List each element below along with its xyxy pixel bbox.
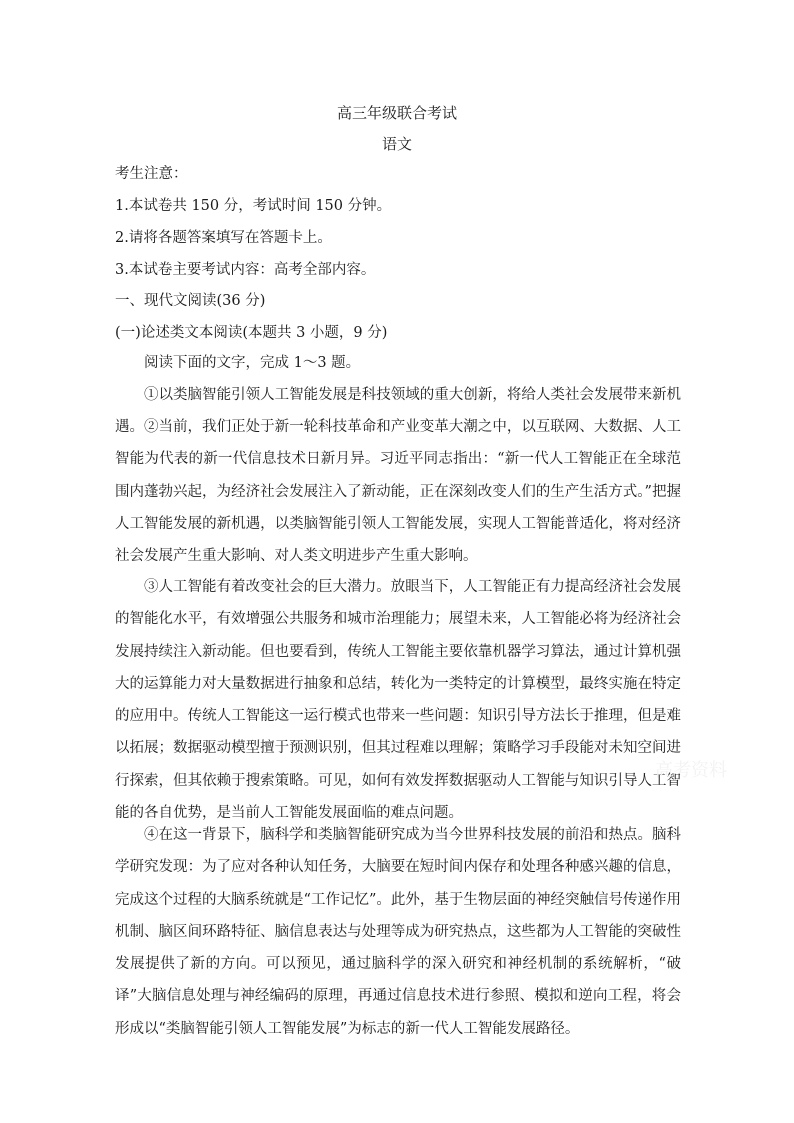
reading-instruction: 阅读下面的文字，完成 1～3 题。 bbox=[144, 355, 361, 371]
notice-heading: 考生注意： bbox=[115, 166, 188, 182]
section-heading: 一、现代文阅读(36 分) bbox=[115, 293, 266, 309]
section-subheading: (一)论述类文本阅读(本题共 3 小题，9 分) bbox=[115, 325, 388, 341]
watermark: 高考资料 bbox=[655, 760, 727, 781]
notice-item: 1.本试卷共 150 分，考试时间 150 分钟。 bbox=[115, 198, 392, 214]
subject-title: 语文 bbox=[381, 135, 412, 153]
passage-paragraph: ①以类脑智能引领人工智能发展是科技领域的重大创新，将给人类社会发展带来新机遇。 bbox=[115, 387, 681, 436]
exam-title: 高三年级联合考试 bbox=[336, 104, 457, 122]
notice-item: 2.请将各题答案填写在答题卡上。 bbox=[115, 230, 332, 246]
passage-paragraph: ②当前，我们正处于新一轮科技革命和产业变革大潮之中，以互联网、大数据、人工智能为代表的新一代信息技术日新月异。习近平同志指出：“新一代人工智能正在全球范围内蓬勃兴起，为经济社会发展注入了新动能，正在深刻改变人们的生产生活方式。”把握人工智能发展的新机遇，以类脑智能引领人工智能发展，实现人工智能普适化，将对经济社会发展产生重大影响、对人类文明进步产生重大影响。 bbox=[115, 419, 681, 565]
passage-paragraph: ③人工智能有着改变社会的巨大潜力。放眼当下，人工智能正有力提高经济社会发展的智能化水平，有效增强公共服务和城市治理能力；展望未来，人工智能必将为经济社会发展持续注入新动能。但也要看到，传统人工智能主要依靠机器学习算法，通过计算机强大的运算能力对大量数据进行抽象和总结，转化为一类特定的计算模型，最终实施在特定的应用中。传统人工智能这一运行模式也带来一些问题：知识引导方法长于推理，但是难以拓展；数据驱动模型擅于预测识别，但其过程难以理解；策略学习手段能对未知空间进行探索，但其依赖于搜索策略。可见，如何有效发挥数据驱动人工智能与知识引导人工智能的各自优势，是当前人工智能发展面临的难点问题。 bbox=[115, 579, 681, 822]
notice-item: 3.本试卷主要考试内容：高考全部内容。 bbox=[115, 262, 376, 278]
passage-paragraph: ④在这一背景下，脑科学和类脑智能研究成为当今世界科技发展的前沿和热点。脑科学研究发现：为了应对各种认知任务，大脑要在短时间内保存和处理各种感兴趣的信息，完成这个过程的大脑系统就是“工作记忆”。此外，基于生物层面的神经突触信号传递作用机制、脑区间环路特征、脑信息表达与处理等成为研究热点，这些都为人工智能的突破性发展提供了新的方向。可以预见，通过脑科学的深入研究和神经机制的系统解析，“破译”大脑信息处理与神经编码的原理，再通过信息技术进行参照、模拟和逆向工程，将会形成以“类脑智能引领人工智能发展”为标志的新一代人工智能发展路径。 bbox=[115, 827, 681, 1037]
